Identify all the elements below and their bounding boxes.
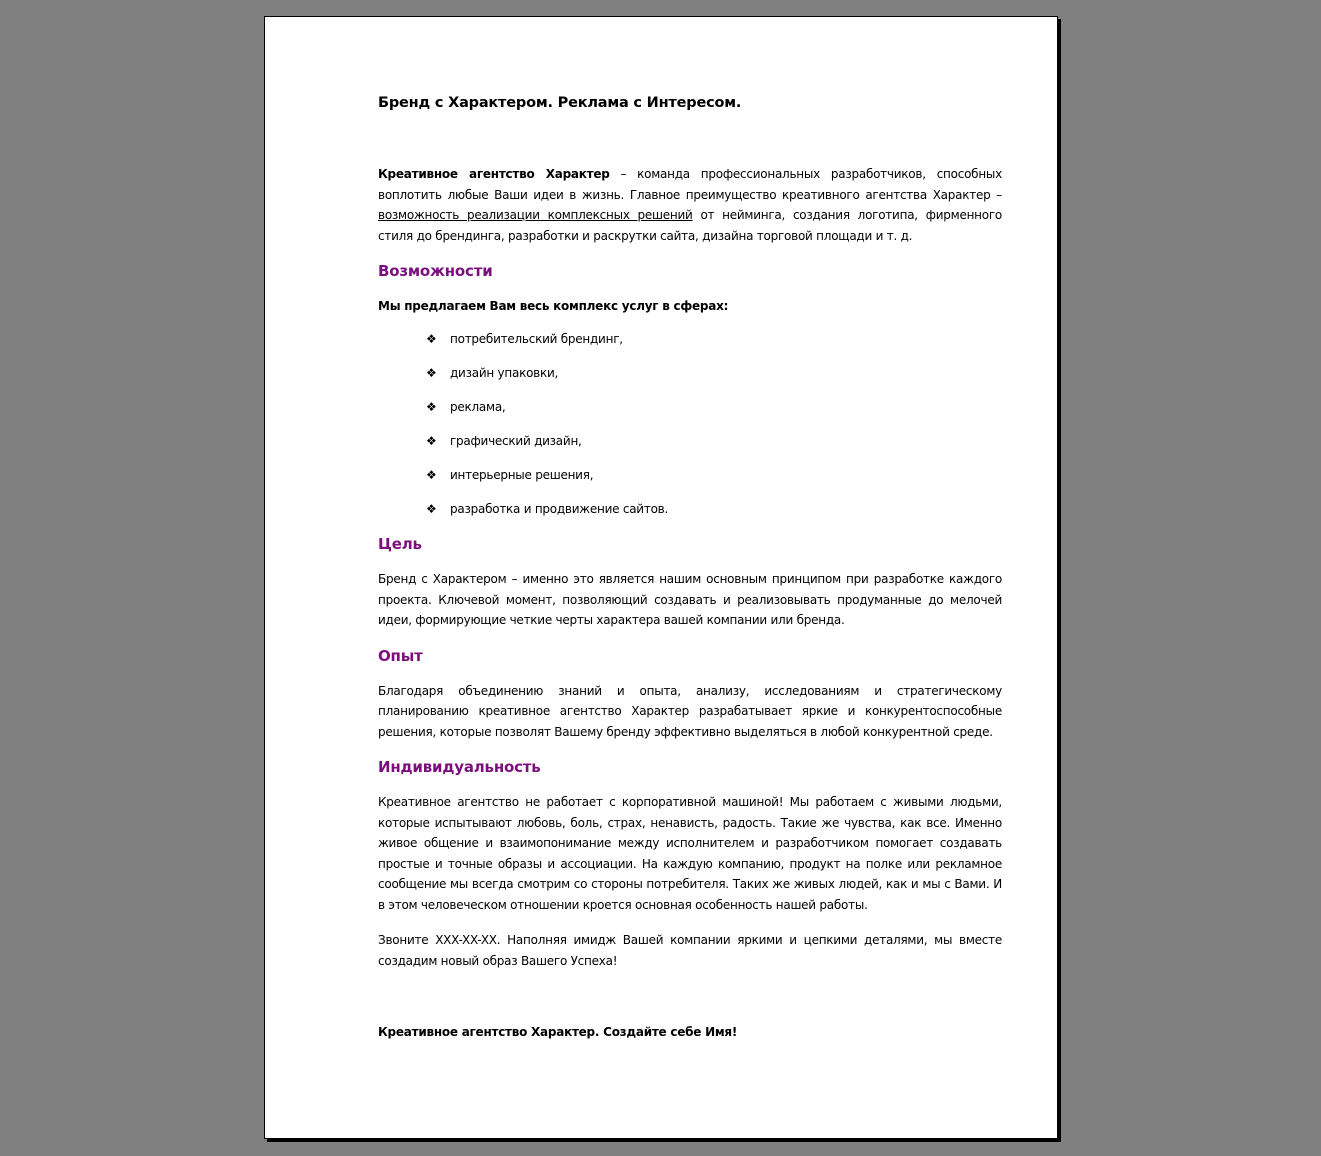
document-content (378, 95, 1002, 1042)
intro-text-1: – команда профессиональных разработчиков, способных воплотить любые Ваши идеи в жизнь. Главное преимущество креативного агентства Характер – (378, 167, 1002, 202)
diamond-bullet-icon: ❖ (426, 366, 437, 380)
list-item (426, 499, 1002, 519)
intro-text-2: от нейминга, создания логотипа, фирменного стиля до брендинга, разработки и раскрутки сайта, дизайна торговой площади и т. д. (378, 208, 1003, 243)
heading-individuality: Индивидуальность (378, 758, 541, 776)
list-item (426, 431, 1002, 451)
list-item-label: дизайн упаковки, (450, 366, 559, 380)
diamond-bullet-icon: ❖ (426, 434, 437, 448)
list-item-label: графический дизайн, (450, 434, 582, 448)
list-item-label: интерьерные решения, (450, 468, 594, 482)
list-item (426, 397, 1002, 417)
intro-underlined: возможность реализации комплексных решений (378, 208, 693, 222)
spacer (378, 986, 1002, 1022)
list-item-label: потребительский брендинг, (450, 332, 623, 346)
list-item-label: реклама, (450, 400, 506, 414)
list-item (426, 363, 1002, 383)
closing-line: Креативное агентство Характер. Создайте себе Имя! (378, 1025, 738, 1039)
list-item (426, 465, 1002, 485)
diamond-bullet-icon: ❖ (426, 332, 437, 346)
intro-bold-lead: Креативное агентство Характер (378, 167, 610, 181)
heading-experience: Опыт (378, 646, 423, 665)
intro-paragraph (378, 164, 1002, 246)
document-title: Бренд с Характером. Реклама с Интересом. (378, 95, 742, 111)
heading-goal: Цель (378, 535, 422, 553)
document-page (264, 16, 1058, 1139)
services-lead: Мы предлагаем Вам весь комплекс услуг в сферах: (378, 299, 729, 313)
call-paragraph: Звоните XXX-XX-XX. Наполняя имидж Вашей компании яркими и цепкими деталями, мы вместе создадим новый образ Вашего Успеха! (378, 933, 1002, 968)
individuality-paragraph: Креативное агентство не работает с корпоративной машиной! Мы работаем с живыми людьми, которые испытывают любовь, боль, страх, ненависть, радость. Такие же чувства, как все. Именно живое общение и взаимопонимание между исполнителем и разработчиком помогает создавать простые и точные образы и ассоциации. На каждую компанию, продукт на полке или рекламное сообщение мы всегда смотрим со стороны потребителя. Таких же живых людей, как и мы с Вами. И в этом человеческом отношении кроется основная особенность нашей работы. (378, 795, 1002, 912)
goal-paragraph: Бренд с Характером – именно это является нашим основным принципом при разработке каждого проекта. Ключевой момент, позволяющий создавать и реализовывать продуманные до мелочей идеи, формирующие четкие черты характера вашей компании или бренда. (378, 572, 1002, 627)
list-item (426, 329, 1002, 349)
list-item-label: разработка и продвижение сайтов. (450, 502, 669, 516)
experience-paragraph: Благодаря объединению знаний и опыта, анализу, исследованиям и стратегическому планированию креативное агентство Характер разрабатывает яркие и конкурентоспособные решения, которые позволят Вашему бренду эффективно выделяться в любой конкурентной среде. (378, 683, 1002, 739)
diamond-bullet-icon: ❖ (426, 468, 437, 482)
diamond-bullet-icon: ❖ (426, 400, 437, 414)
heading-opportunities: Возможности (378, 262, 493, 280)
services-list (378, 329, 1002, 519)
diamond-bullet-icon: ❖ (426, 502, 437, 516)
